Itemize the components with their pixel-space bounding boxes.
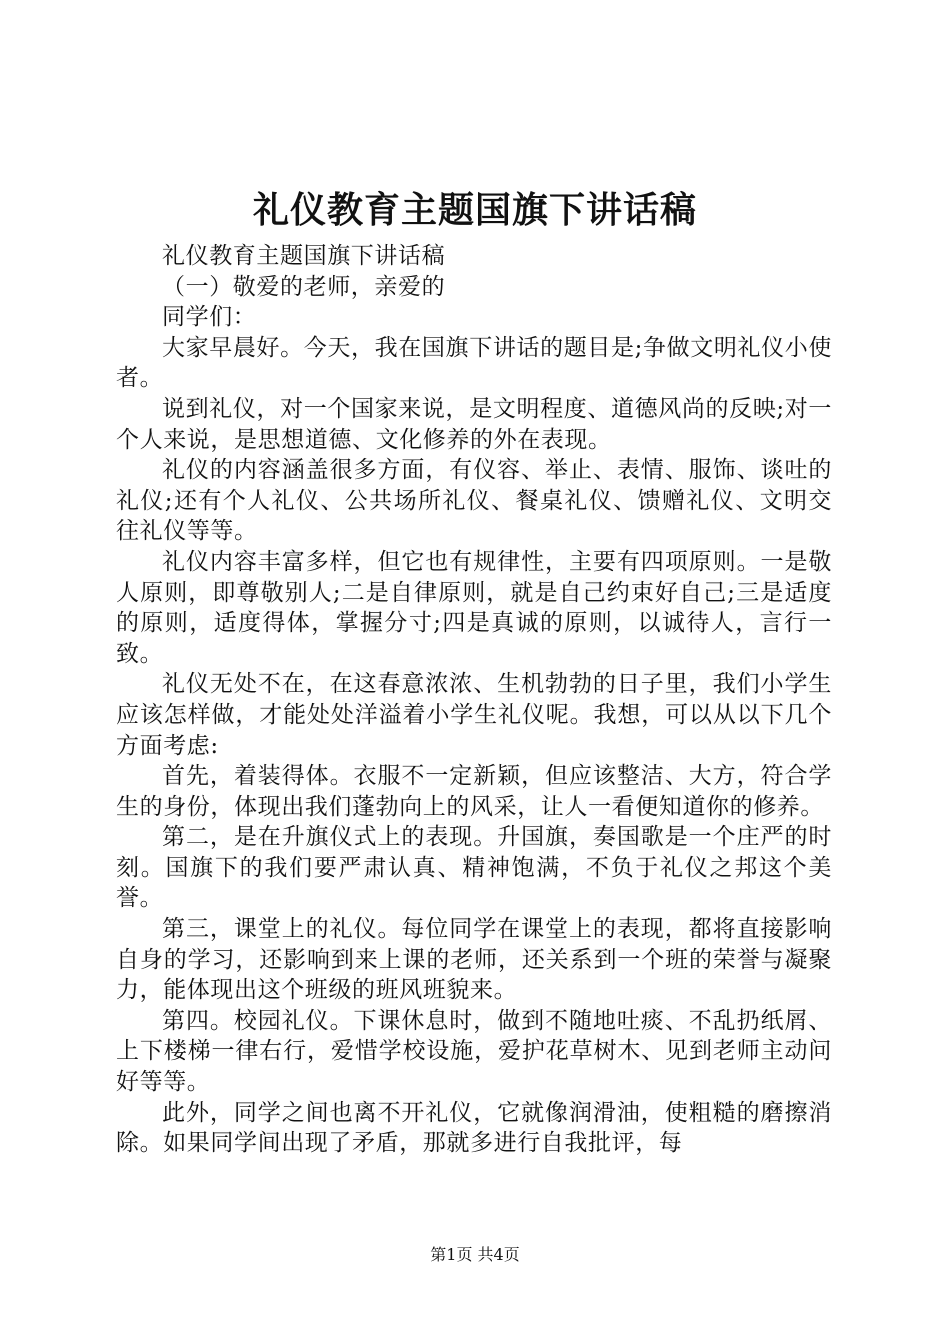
paragraph: 礼仪教育主题国旗下讲话稿 — [162, 243, 446, 269]
paragraph: 礼仪的内容涵盖很多方面，有仪容、举止、表情、服饰、谈吐的礼仪;还有个人礼仪、公共场所礼仪、餐桌礼仪、馈赠礼仪、文明交往礼仪等等。 — [116, 457, 832, 545]
paragraph: 首先，着装得体。衣服不一定新颖，但应该整洁、大方，符合学生的身份，体现出我们蓬勃向上的风采，让人一看便知道你的修养。 — [116, 763, 832, 820]
paragraph: 同学们： — [162, 304, 257, 331]
paragraph: 礼仪内容丰富多样，但它也有规律性，主要有四项原则。一是敬人原则，即尊敬别人;二是自律原则，就是自己约束好自己;三是适度的原则，适度得体，掌握分寸;四是真诚的原则，以诚待人，言行一致。 — [116, 548, 832, 667]
document-title: 礼仪教育主题国旗下讲话稿 — [252, 189, 697, 231]
page-footer: 第1页 共4页 — [430, 1245, 520, 1264]
document-body — [116, 241, 832, 1159]
paragraph: 礼仪无处不在，在这春意浓浓、生机勃勃的日子里，我们小学生应该怎样做，才能处处洋溢着小学生礼仪呢。我想，可以从以下几个方面考虑: — [116, 671, 832, 759]
paragraph: 大家早晨好。今天，我在国旗下讲话的题目是;争做文明礼仪小使者。 — [116, 334, 832, 392]
paragraph: 第四。校园礼仪。下课休息时，做到不随地吐痰、不乱扔纸屑、上下楼梯一律右行，爱惜学校设施，爱护花草树木、见到老师主动问好等等。 — [116, 1007, 832, 1096]
paragraph: 第二，是在升旗仪式上的表现。升国旗，奏国歌是一个庄严的时刻。国旗下的我们要严肃认真、精神饱满，不负于礼仪之邦这个美誉。 — [116, 824, 832, 912]
paragraph: 此外，同学之间也离不开礼仪，它就像润滑油，使粗糙的磨擦消除。如果同学间出现了矛盾，那就多进行自我批评，每 — [116, 1099, 832, 1157]
paragraph: （一）敬爱的老师，亲爱的 — [162, 273, 446, 300]
paragraph: 说到礼仪，对一个国家来说，是文明程度、道德风尚的反映;对一个人来说，是思想道德、文化修养的外在表现。 — [116, 395, 832, 453]
paragraph: 第三，课堂上的礼仪。每位同学在课堂上的表现，都将直接影响自身的学习，还影响到来上课的老师，还关系到一个班的荣誉与凝聚力，能体现出这个班级的班风班貌来。 — [116, 916, 832, 1004]
